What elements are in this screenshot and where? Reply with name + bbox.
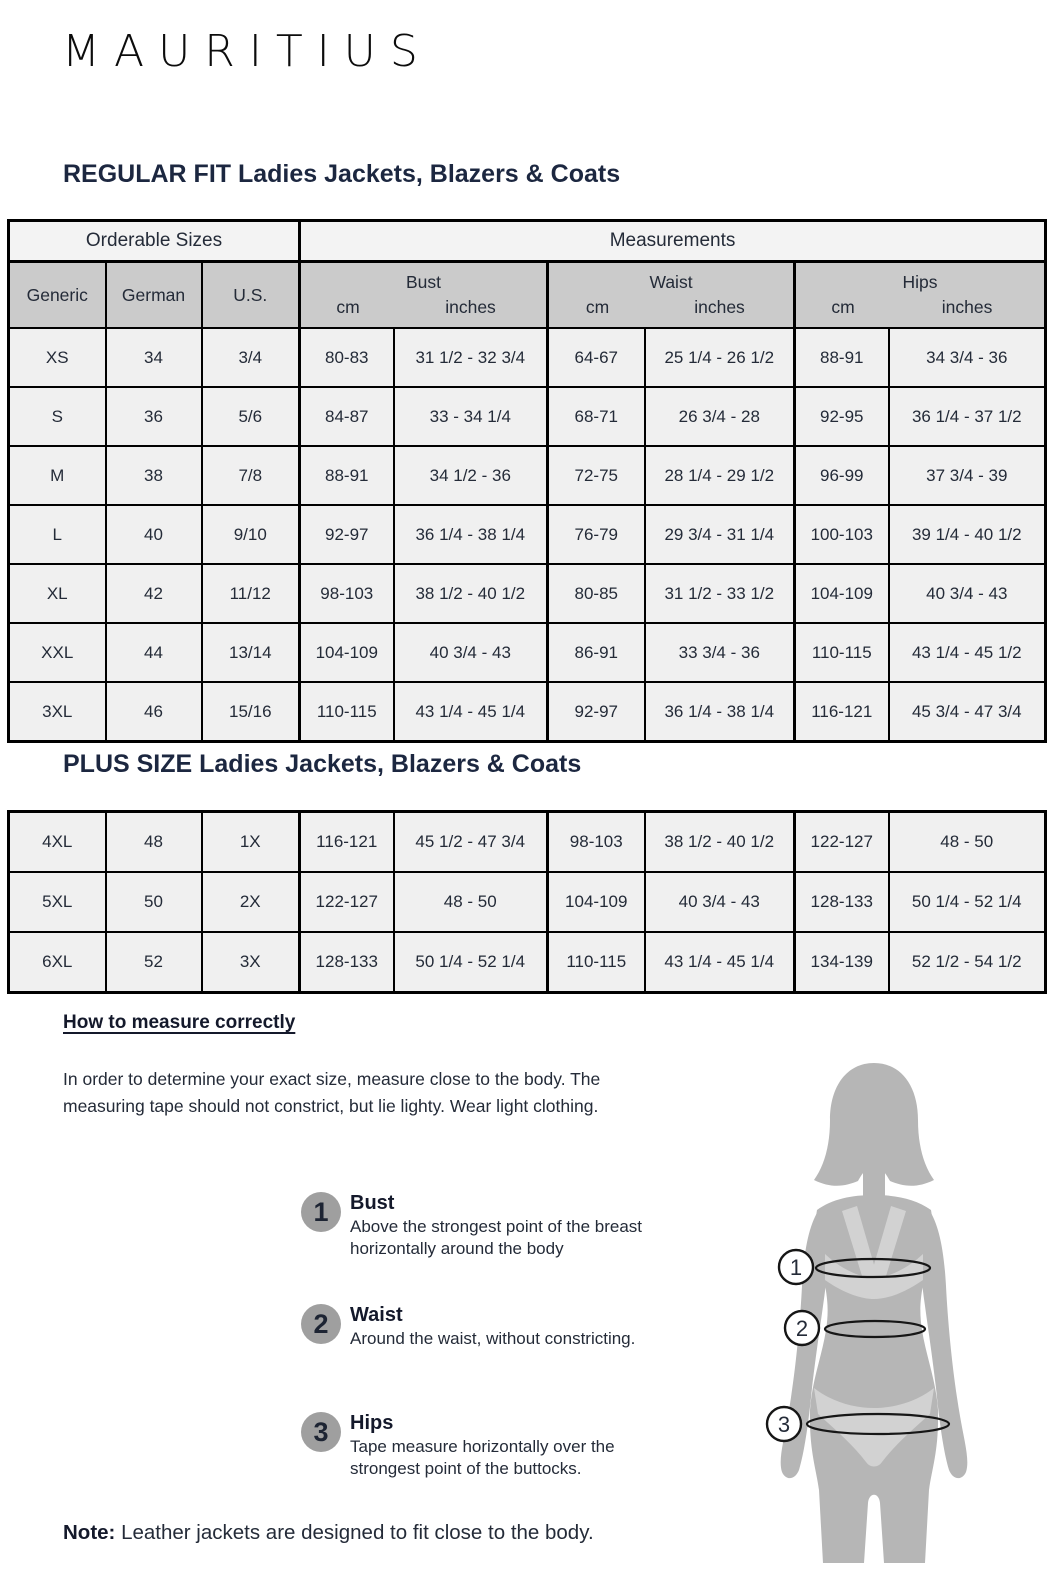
size-cell: 52 [106,932,202,993]
female-silhouette-illustration [762,1058,1050,1575]
size-cell: 104-109 [300,623,394,682]
size-cell: 31 1/2 - 32 3/4 [394,328,548,387]
size-cell: 44 [106,623,202,682]
regular-fit-table-body [9,328,1046,742]
size-cell: 88-91 [300,446,394,505]
size-cell: 50 1/4 - 52 1/4 [889,872,1046,932]
size-cell: 92-97 [300,505,394,564]
size-row [9,505,1046,564]
step-3-badge: 3 [301,1412,341,1452]
svg-text:1: 1 [789,1255,803,1280]
size-cell: 26 3/4 - 28 [645,387,795,446]
size-row [9,682,1046,742]
size-cell: 40 [106,505,202,564]
size-row [9,564,1046,623]
size-cell: 34 [106,328,202,387]
size-cell: 5XL [9,872,106,932]
size-cell: 80-83 [300,328,394,387]
plus-size-table [7,810,1047,994]
size-cell: 13/14 [202,623,300,682]
size-cell: 92-97 [548,682,645,742]
step-1-label: Bust [350,1192,395,1214]
size-cell: 36 1/4 - 38 1/4 [645,682,795,742]
hips-inches-label: inches [941,297,993,317]
how-to-measure-title: How to measure correctly [63,1012,296,1033]
size-cell: 88-91 [795,328,889,387]
size-cell: XS [9,328,106,387]
size-cell: 48 - 50 [394,872,548,932]
size-cell: 128-133 [795,872,889,932]
size-cell: 34 3/4 - 36 [889,328,1046,387]
svg-text:3: 3 [777,1412,791,1437]
size-cell: 110-115 [795,623,889,682]
table-header-row-groups [9,221,1046,262]
size-row [9,812,1046,873]
hips-cm-label: cm [831,297,855,317]
size-cell: 42 [106,564,202,623]
size-cell: 110-115 [548,932,645,993]
size-cell: 7/8 [202,446,300,505]
plus-size-table-body [9,812,1046,993]
size-cell: 50 [106,872,202,932]
table-header-row-columns [9,262,1046,329]
size-cell: 43 1/4 - 45 1/4 [394,682,548,742]
size-cell: 45 1/2 - 47 3/4 [394,812,548,873]
size-cell: 37 3/4 - 39 [889,446,1046,505]
column-header-waist [548,262,795,329]
size-cell: 9/10 [202,505,300,564]
note-body: Leather jackets are designed to fit close to the body. [115,1521,594,1544]
hips-label: Hips [902,271,938,292]
size-cell: 45 3/4 - 47 3/4 [889,682,1046,742]
size-cell: 11/12 [202,564,300,623]
size-cell: L [9,505,106,564]
size-cell: 33 - 34 1/4 [394,387,548,446]
size-cell: 4XL [9,812,106,873]
size-cell: 25 1/4 - 26 1/2 [645,328,795,387]
size-cell: 39 1/4 - 40 1/2 [889,505,1046,564]
size-cell: 80-85 [548,564,645,623]
step-3-description: Tape measure horizontally over the strongest point of the buttocks. [350,1437,615,1479]
size-cell: 1X [202,812,300,873]
column-header-bust [300,262,548,329]
size-cell: 64-67 [548,328,645,387]
note-label: Note: [63,1521,116,1544]
size-cell: 3X [202,932,300,993]
figure-torso-legs [810,1195,938,1563]
how-to-measure-intro: In order to determine your exact size, measure close to the body. The measuring tape should not constrict, but lie lighty. Wear light clothing. [63,1069,601,1117]
size-cell: 116-121 [300,812,394,873]
size-cell: 72-75 [548,446,645,505]
size-row [9,446,1046,505]
size-cell: 36 [106,387,202,446]
size-cell: 3XL [9,682,106,742]
size-cell: M [9,446,106,505]
size-cell: 34 1/2 - 36 [394,446,548,505]
step-2-badge: 2 [301,1304,341,1344]
size-row [9,932,1046,993]
step-2-label: Waist [350,1304,403,1326]
step-3-label: Hips [350,1412,394,1434]
column-header-orderable-sizes: Orderable Sizes [9,221,300,262]
size-cell: 28 1/4 - 29 1/2 [645,446,795,505]
size-cell: 116-121 [795,682,889,742]
size-cell: S [9,387,106,446]
size-cell: 6XL [9,932,106,993]
bust-label: Bust [406,271,442,292]
size-cell: 38 1/2 - 40 1/2 [645,812,795,873]
size-row [9,387,1046,446]
size-cell: 2X [202,872,300,932]
step-1-badge: 1 [301,1192,341,1232]
size-cell: 98-103 [300,564,394,623]
plus-size-title: PLUS SIZE Ladies Jackets, Blazers & Coats [63,750,582,778]
size-cell: 122-127 [300,872,394,932]
size-cell: 68-71 [548,387,645,446]
regular-fit-table [7,219,1047,743]
figure-marker-3 [767,1407,801,1441]
size-cell: 48 [106,812,202,873]
bust-inches-label: inches [445,297,496,317]
size-cell: 3/4 [202,328,300,387]
size-row [9,872,1046,932]
size-cell: 5/6 [202,387,300,446]
size-cell: 40 3/4 - 43 [394,623,548,682]
measure-step-bust [301,1192,725,1261]
size-cell: 48 - 50 [889,812,1046,873]
regular-fit-title: REGULAR FIT Ladies Jackets, Blazers & Coats [63,160,621,188]
size-cell: 40 3/4 - 43 [645,872,795,932]
waist-label: Waist [649,271,693,292]
column-header-generic: Generic [9,262,106,329]
size-cell: 92-95 [795,387,889,446]
size-cell: 134-139 [795,932,889,993]
size-cell: 15/16 [202,682,300,742]
figure-marker-2 [785,1311,819,1345]
size-cell: 38 1/2 - 40 1/2 [394,564,548,623]
measure-step-waist [301,1304,635,1350]
figure-marker-1 [779,1250,813,1284]
step-1-description: Above the strongest point of the breast horizontally around the body [350,1217,643,1259]
note-text [63,1521,594,1545]
column-header-german: German [106,262,202,329]
size-cell: 110-115 [300,682,394,742]
size-cell: 104-109 [795,564,889,623]
size-cell: 100-103 [795,505,889,564]
size-cell: 52 1/2 - 54 1/2 [889,932,1046,993]
measurement-figure [762,1058,1050,1575]
svg-text:2: 2 [795,1316,809,1341]
size-cell: 33 3/4 - 36 [645,623,795,682]
size-cell: 122-127 [795,812,889,873]
column-header-measurements: Measurements [300,221,1046,262]
size-cell: 86-91 [548,623,645,682]
size-cell: 36 1/4 - 38 1/4 [394,505,548,564]
column-header-us: U.S. [202,262,300,329]
size-cell: XL [9,564,106,623]
column-header-hips [795,262,1046,329]
waist-cm-label: cm [585,297,610,317]
size-cell: 38 [106,446,202,505]
size-cell: 36 1/4 - 37 1/2 [889,387,1046,446]
size-cell: 43 1/4 - 45 1/4 [645,932,795,993]
measure-step-hips [301,1412,655,1481]
size-cell: 76-79 [548,505,645,564]
size-cell: 128-133 [300,932,394,993]
bust-cm-label: cm [336,297,360,317]
size-cell: 43 1/4 - 45 1/2 [889,623,1046,682]
size-cell: 84-87 [300,387,394,446]
size-cell: 96-99 [795,446,889,505]
size-row [9,328,1046,387]
size-cell: XXL [9,623,106,682]
size-cell: 46 [106,682,202,742]
size-cell: 98-103 [548,812,645,873]
brand-logo: MAURITIUS [62,26,432,77]
size-row [9,623,1046,682]
size-cell: 50 1/4 - 52 1/4 [394,932,548,993]
size-cell: 40 3/4 - 43 [889,564,1046,623]
size-cell: 104-109 [548,872,645,932]
waist-inches-label: inches [694,297,745,317]
step-2-description: Around the waist, without constricting. [350,1329,636,1348]
size-cell: 31 1/2 - 33 1/2 [645,564,795,623]
size-cell: 29 3/4 - 31 1/4 [645,505,795,564]
